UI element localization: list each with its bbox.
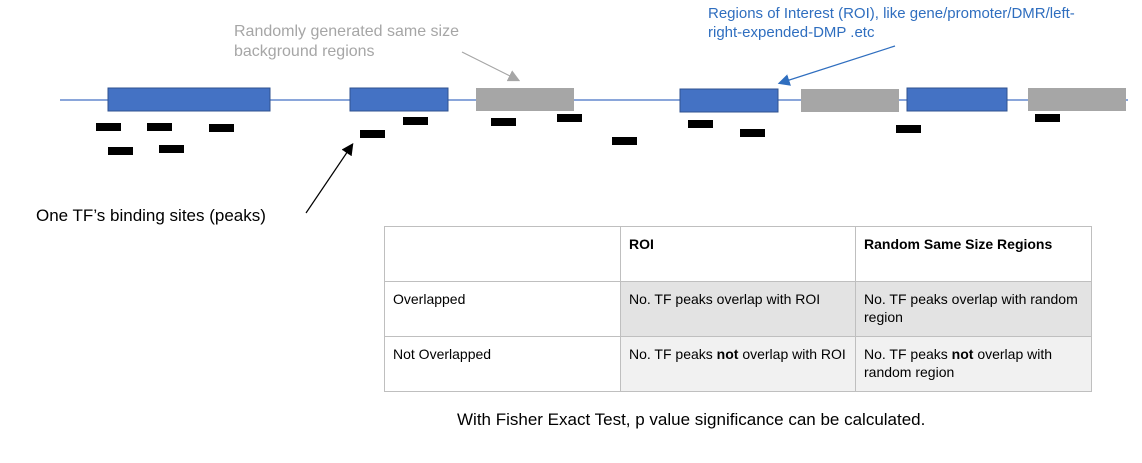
cell-not-overlap-roi: [621, 337, 856, 392]
table-header-blank: [385, 227, 621, 282]
table-header-random-text: Random Same Size Regions: [864, 236, 1053, 252]
row-label-not-overlapped: Not Overlapped: [385, 337, 621, 392]
tf-peak: [108, 147, 133, 155]
tf-peak: [96, 123, 121, 131]
tf-peak: [557, 114, 582, 122]
tf-peak: [159, 145, 184, 153]
tf-peak: [491, 118, 516, 126]
roi-label: [708, 5, 1075, 43]
cell-text: No. TF peaks: [629, 346, 717, 362]
roi-region: [350, 88, 448, 111]
roi-region: [907, 88, 1007, 111]
background-region: [1028, 88, 1126, 111]
cell-text: No. TF peaks overlap with ROI: [629, 291, 821, 307]
bg-label-arrow: [462, 52, 518, 80]
tf-peak: [740, 129, 765, 137]
background-region: [801, 89, 899, 112]
tf-peak: [360, 130, 385, 138]
fisher-test-note: With Fisher Exact Test, p value significance can be calculated.: [457, 410, 926, 429]
cell-bold-text: not: [951, 346, 974, 362]
cell-overlap-random: [856, 282, 1092, 337]
cell-text: overlap with ROI: [738, 346, 846, 362]
cell-bold-text: not: [716, 346, 739, 362]
background-regions-label-line1: Randomly generated same size: [234, 23, 460, 40]
tf-peak: [209, 124, 234, 132]
roi-label-line1: Regions of Interest (ROI), like gene/promoter/DMR/left-: [708, 5, 1075, 22]
table-row: [385, 282, 1092, 337]
table-header-roi: [621, 227, 856, 282]
tf-peak: [688, 120, 713, 128]
background-regions-label: [234, 22, 459, 62]
roi-region: [680, 89, 778, 112]
tf-peak: [896, 125, 921, 133]
background-regions-label-line2: background regions: [234, 43, 375, 60]
row-label-overlapped: Overlapped: [385, 282, 621, 337]
tf-peak: [1035, 114, 1060, 122]
cell-overlap-roi: [621, 282, 856, 337]
cell-text: No. TF peaks: [864, 346, 952, 362]
tf-peak: [403, 117, 428, 125]
table-header-roi-text: ROI: [629, 236, 654, 252]
table-header-random: [856, 227, 1092, 282]
tf-peak: [147, 123, 172, 131]
cell-text: overlap with random region: [864, 346, 1053, 381]
table-header-row: [385, 227, 1092, 282]
peaks-label: One TF’s binding sites (peaks): [36, 206, 266, 225]
background-region: [476, 88, 574, 111]
roi-label-arrow: [780, 46, 895, 83]
cell-not-overlap-random: [856, 337, 1092, 392]
contingency-table: [384, 226, 1092, 392]
table-row: [385, 337, 1092, 392]
roi-label-line2: right-expended-DMP .etc: [708, 23, 875, 41]
peaks-label-arrow: [306, 145, 352, 213]
tf-peak: [612, 137, 637, 145]
cell-text: No. TF peaks overlap with random region: [864, 291, 1078, 326]
roi-region: [108, 88, 270, 111]
